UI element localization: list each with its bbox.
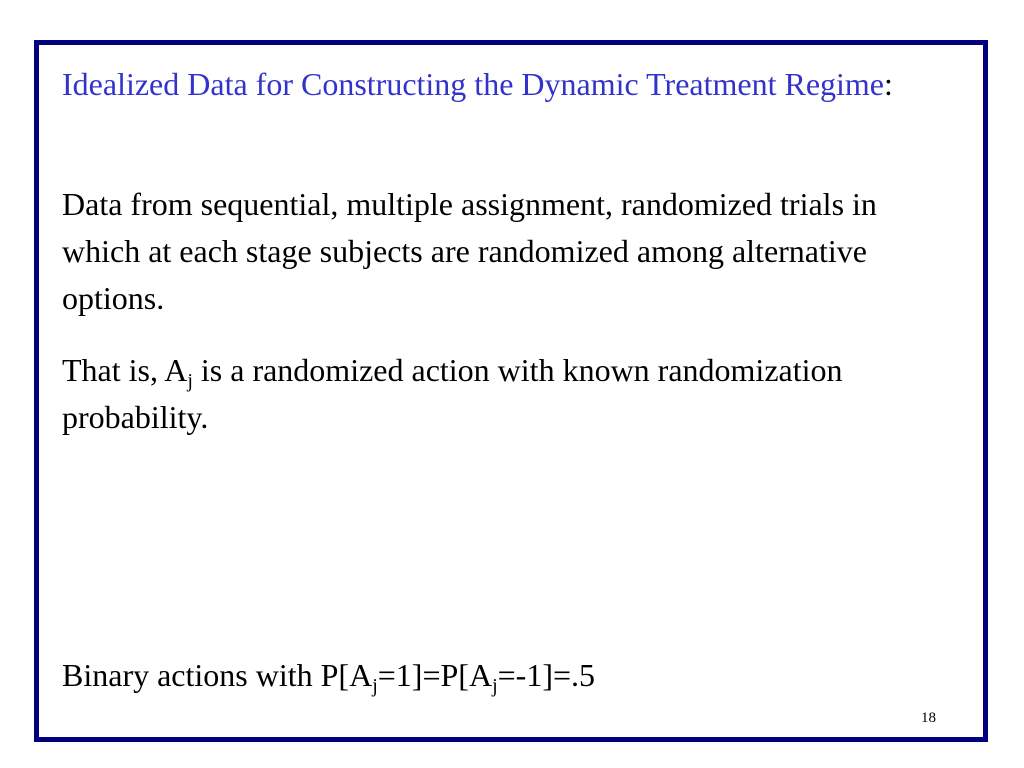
paragraph-randomized-action (62, 347, 962, 441)
paragraph-binary-actions (62, 652, 962, 699)
title-colon: : (884, 66, 893, 102)
page-number: 18 (921, 710, 936, 726)
paragraph-data-description: Data from sequential, multiple assignment, randomized trials in which at each stage subjects are randomized among alternative options. (62, 186, 877, 316)
slide-title (62, 62, 962, 106)
p2-before: That is, A (62, 352, 188, 388)
p2-after: is a randomized action with known randomization probability. (62, 352, 843, 435)
p3-part1: Binary actions with P[A (62, 657, 373, 693)
p3-subscript-1: j (372, 675, 378, 697)
p3-subscript-2: j (492, 675, 498, 697)
p2-subscript: j (187, 370, 193, 392)
p3-part2: =1]=P[A (377, 657, 493, 693)
title-text: Idealized Data for Constructing the Dynamic Treatment Regime (62, 66, 884, 102)
p3-part3: =-1]=.5 (497, 657, 596, 693)
